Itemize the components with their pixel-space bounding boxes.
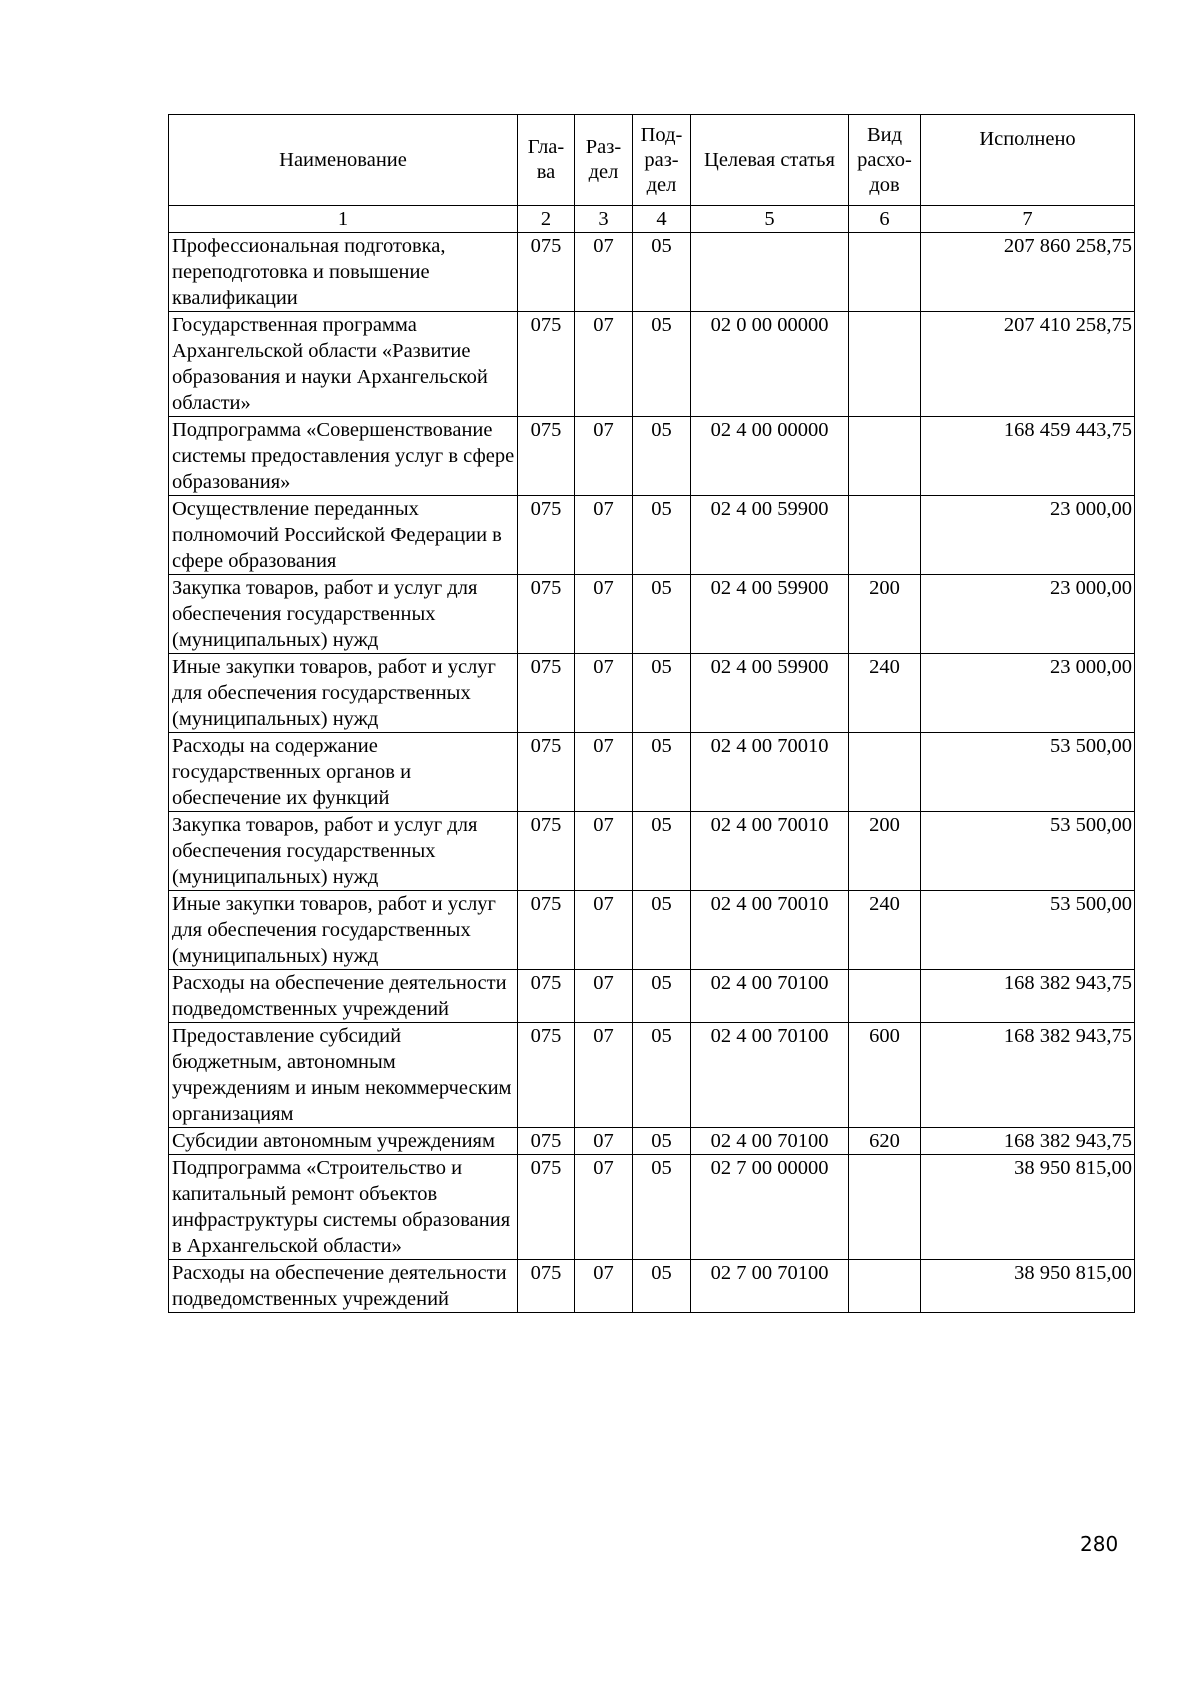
row-ispolneno: 23 000,00 bbox=[921, 496, 1135, 575]
row-celevaya-statya: 02 0 00 00000 bbox=[691, 312, 849, 417]
row-glava: 075 bbox=[518, 891, 575, 970]
row-razdel: 07 bbox=[575, 312, 633, 417]
row-glava: 075 bbox=[518, 1023, 575, 1128]
row-podrazdel: 05 bbox=[633, 1155, 691, 1260]
header-vid-rashodov: Вид расхо- дов bbox=[849, 115, 921, 206]
row-celevaya-statya: 02 4 00 70010 bbox=[691, 812, 849, 891]
row-ispolneno: 38 950 815,00 bbox=[921, 1155, 1135, 1260]
row-razdel: 07 bbox=[575, 233, 633, 312]
column-number: 4 bbox=[633, 206, 691, 233]
column-number: 2 bbox=[518, 206, 575, 233]
column-number: 1 bbox=[169, 206, 518, 233]
row-glava: 075 bbox=[518, 233, 575, 312]
row-razdel: 07 bbox=[575, 575, 633, 654]
row-razdel: 07 bbox=[575, 733, 633, 812]
header-razdel: Раз- дел bbox=[575, 115, 633, 206]
row-glava: 075 bbox=[518, 417, 575, 496]
table-body bbox=[169, 233, 1135, 1313]
row-celevaya-statya: 02 4 00 70100 bbox=[691, 1023, 849, 1128]
column-number: 3 bbox=[575, 206, 633, 233]
row-ispolneno: 53 500,00 bbox=[921, 733, 1135, 812]
row-vid-rashodov bbox=[849, 312, 921, 417]
row-ispolneno: 168 459 443,75 bbox=[921, 417, 1135, 496]
row-glava: 075 bbox=[518, 312, 575, 417]
table-row bbox=[169, 496, 1135, 575]
column-number: 5 bbox=[691, 206, 849, 233]
row-name: Профессиональная подготовка, переподготовка и повышение квалификации bbox=[169, 233, 518, 312]
row-podrazdel: 05 bbox=[633, 1260, 691, 1313]
row-name: Субсидии автономным учреждениям bbox=[169, 1128, 518, 1155]
row-razdel: 07 bbox=[575, 970, 633, 1023]
row-name: Закупка товаров, работ и услуг для обеспечения государственных (муниципальных) нужд bbox=[169, 575, 518, 654]
row-glava: 075 bbox=[518, 496, 575, 575]
row-podrazdel: 05 bbox=[633, 417, 691, 496]
row-podrazdel: 05 bbox=[633, 733, 691, 812]
column-number-row bbox=[169, 206, 1135, 233]
row-name: Расходы на содержание государственных органов и обеспечение их функций bbox=[169, 733, 518, 812]
row-razdel: 07 bbox=[575, 1023, 633, 1128]
row-vid-rashodov: 620 bbox=[849, 1128, 921, 1155]
row-podrazdel: 05 bbox=[633, 575, 691, 654]
row-ispolneno: 23 000,00 bbox=[921, 575, 1135, 654]
row-celevaya-statya: 02 4 00 59900 bbox=[691, 654, 849, 733]
row-vid-rashodov bbox=[849, 1155, 921, 1260]
table-row bbox=[169, 233, 1135, 312]
row-celevaya-statya: 02 4 00 00000 bbox=[691, 417, 849, 496]
row-ispolneno: 168 382 943,75 bbox=[921, 1128, 1135, 1155]
row-glava: 075 bbox=[518, 1260, 575, 1313]
row-celevaya-statya: 02 4 00 70010 bbox=[691, 733, 849, 812]
row-vid-rashodov: 200 bbox=[849, 812, 921, 891]
row-ispolneno: 53 500,00 bbox=[921, 891, 1135, 970]
table-row bbox=[169, 733, 1135, 812]
table-row bbox=[169, 417, 1135, 496]
row-celevaya-statya: 02 4 00 70100 bbox=[691, 970, 849, 1023]
row-razdel: 07 bbox=[575, 812, 633, 891]
row-ispolneno: 53 500,00 bbox=[921, 812, 1135, 891]
row-podrazdel: 05 bbox=[633, 812, 691, 891]
row-podrazdel: 05 bbox=[633, 970, 691, 1023]
row-podrazdel: 05 bbox=[633, 1023, 691, 1128]
row-razdel: 07 bbox=[575, 1260, 633, 1313]
header-ispolneno: Исполнено bbox=[921, 115, 1135, 206]
row-ispolneno: 168 382 943,75 bbox=[921, 970, 1135, 1023]
row-vid-rashodov bbox=[849, 417, 921, 496]
row-podrazdel: 05 bbox=[633, 654, 691, 733]
row-razdel: 07 bbox=[575, 1128, 633, 1155]
row-razdel: 07 bbox=[575, 1155, 633, 1260]
table-row bbox=[169, 970, 1135, 1023]
row-glava: 075 bbox=[518, 970, 575, 1023]
row-name: Расходы на обеспечение деятельности подведомственных учреждений bbox=[169, 1260, 518, 1313]
row-podrazdel: 05 bbox=[633, 891, 691, 970]
row-vid-rashodov bbox=[849, 970, 921, 1023]
row-podrazdel: 05 bbox=[633, 496, 691, 575]
column-number: 7 bbox=[921, 206, 1135, 233]
row-celevaya-statya: 02 4 00 70100 bbox=[691, 1128, 849, 1155]
row-ispolneno: 38 950 815,00 bbox=[921, 1260, 1135, 1313]
table-row bbox=[169, 1128, 1135, 1155]
table-row bbox=[169, 654, 1135, 733]
table-row bbox=[169, 812, 1135, 891]
row-podrazdel: 05 bbox=[633, 1128, 691, 1155]
row-name: Подпрограмма «Строительство и капитальный ремонт объектов инфраструктуры системы образования в Архангельской области» bbox=[169, 1155, 518, 1260]
row-name: Осуществление переданных полномочий Российской Федерации в сфере образования bbox=[169, 496, 518, 575]
table-row bbox=[169, 1023, 1135, 1128]
row-vid-rashodov bbox=[849, 733, 921, 812]
row-razdel: 07 bbox=[575, 654, 633, 733]
table-row bbox=[169, 1260, 1135, 1313]
row-name: Иные закупки товаров, работ и услуг для обеспечения государственных (муниципальных) нужд bbox=[169, 654, 518, 733]
row-vid-rashodov bbox=[849, 233, 921, 312]
row-name: Предоставление субсидий бюджетным, автономным учреждениям и иным некоммерческим организациям bbox=[169, 1023, 518, 1128]
row-celevaya-statya: 02 7 00 00000 bbox=[691, 1155, 849, 1260]
row-podrazdel: 05 bbox=[633, 312, 691, 417]
row-name: Иные закупки товаров, работ и услуг для обеспечения государственных (муниципальных) нужд bbox=[169, 891, 518, 970]
header-name: Наименование bbox=[169, 115, 518, 206]
table-row bbox=[169, 312, 1135, 417]
header-podrazdel: Под- раз- дел bbox=[633, 115, 691, 206]
row-vid-rashodov bbox=[849, 1260, 921, 1313]
row-celevaya-statya: 02 7 00 70100 bbox=[691, 1260, 849, 1313]
row-ispolneno: 207 860 258,75 bbox=[921, 233, 1135, 312]
table-row bbox=[169, 891, 1135, 970]
row-razdel: 07 bbox=[575, 417, 633, 496]
row-name: Государственная программа Архангельской области «Развитие образования и науки Архангельской области» bbox=[169, 312, 518, 417]
header-glava: Гла- ва bbox=[518, 115, 575, 206]
row-celevaya-statya: 02 4 00 59900 bbox=[691, 496, 849, 575]
row-razdel: 07 bbox=[575, 891, 633, 970]
row-ispolneno: 168 382 943,75 bbox=[921, 1023, 1135, 1128]
row-name: Закупка товаров, работ и услуг для обеспечения государственных (муниципальных) нужд bbox=[169, 812, 518, 891]
page-number: 280 bbox=[1080, 1532, 1119, 1556]
row-celevaya-statya: 02 4 00 70010 bbox=[691, 891, 849, 970]
table-row bbox=[169, 575, 1135, 654]
row-glava: 075 bbox=[518, 575, 575, 654]
row-name: Подпрограмма «Совершенствование системы предоставления услуг в сфере образования» bbox=[169, 417, 518, 496]
row-name: Расходы на обеспечение деятельности подведомственных учреждений bbox=[169, 970, 518, 1023]
header-row bbox=[169, 115, 1135, 206]
row-vid-rashodov: 240 bbox=[849, 891, 921, 970]
row-glava: 075 bbox=[518, 812, 575, 891]
budget-execution-table bbox=[168, 114, 1135, 1313]
row-glava: 075 bbox=[518, 1128, 575, 1155]
row-glava: 075 bbox=[518, 654, 575, 733]
row-ispolneno: 23 000,00 bbox=[921, 654, 1135, 733]
header-celevaya-statya: Целевая статья bbox=[691, 115, 849, 206]
column-number: 6 bbox=[849, 206, 921, 233]
row-vid-rashodov: 240 bbox=[849, 654, 921, 733]
row-vid-rashodov: 600 bbox=[849, 1023, 921, 1128]
row-podrazdel: 05 bbox=[633, 233, 691, 312]
row-razdel: 07 bbox=[575, 496, 633, 575]
table-row bbox=[169, 1155, 1135, 1260]
row-vid-rashodov bbox=[849, 496, 921, 575]
row-ispolneno: 207 410 258,75 bbox=[921, 312, 1135, 417]
row-glava: 075 bbox=[518, 1155, 575, 1260]
row-celevaya-statya bbox=[691, 233, 849, 312]
row-vid-rashodov: 200 bbox=[849, 575, 921, 654]
row-celevaya-statya: 02 4 00 59900 bbox=[691, 575, 849, 654]
row-glava: 075 bbox=[518, 733, 575, 812]
